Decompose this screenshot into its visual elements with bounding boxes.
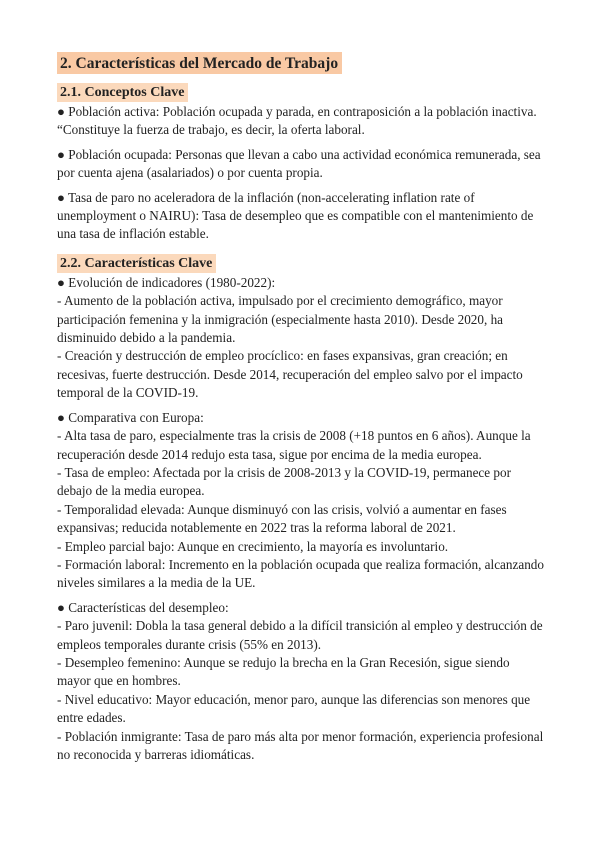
section-heading-conceptos: 2.1. Conceptos Clave [57,83,188,102]
group-europa [57,409,544,593]
list-item: - Temporalidad elevada: Aunque disminuyó con las crisis, volvió a aumentar en fases expansivas; reducida notablemente en 2022 tras la reforma laboral de 2021. [57,501,507,536]
list-item: - Paro juvenil: Dobla la tasa general debido a la difícil transición al empleo y destrucción de empleos temporales durante crisis (55% en 2013). [57,618,543,652]
group-evolucion [57,274,544,403]
section-caracteristicas [57,254,544,765]
paragraph-nairu: ● Tasa de paro no aceleradora de la inflación (non-accelerating inflation rate of unemployment o NAIRU): Tasa de desempleo que es compatible con el mantenimiento de una tasa de inflación estable. [57,189,534,242]
group-lead: ● Características del desempleo: [57,599,229,615]
section-heading-caracteristicas: 2.2. Características Clave [57,254,216,273]
main-heading: 2. Características del Mercado de Trabajo [57,52,342,74]
list-item: - Nivel educativo: Mayor educación, menor paro, aunque las diferencias son menores que entre edades. [57,691,531,726]
group-desempleo [57,599,544,765]
list-item: - Tasa de empleo: Afectada por la crisis de 2008-2013 y la COVID-19, permanece por debajo de la media europea. [57,464,512,499]
list-item: - Desempleo femenino: Aunque se redujo la brecha en la Gran Recesión, sigue siendo mayor que en hombres. [57,654,510,689]
section-conceptos [57,83,544,244]
paragraph-poblacion-ocupada: ● Población ocupada: Personas que llevan a cabo una actividad económica remunerada, sea por cuenta ajena (asalariados) o por cuenta propia. [57,146,541,181]
paragraph-poblacion-activa: ● Población activa: Población ocupada y parada, en contraposición a la población inactiva. “Constituye la fuerza de trabajo, es decir, la oferta laboral. [57,104,537,138]
list-item: - Formación laboral: Incremento en la población ocupada que realiza formación, alcanzando niveles similares a la media de la UE. [57,556,544,591]
list-item: - Aumento de la población activa, impulsado por el crecimiento demográfico, mayor participación femenina y la inmigración (especialmente hasta 2010). Desde 2020, ha disminuido debido a la pandemia. [57,293,504,346]
list-item: - Población inmigrante: Tasa de paro más alta por menor formación, experiencia profesional no reconocida y barreras idiomáticas. [57,728,544,762]
list-item: - Creación y destrucción de empleo procíclico: en fases expansivas, gran creación; en recesivas, fuerte destrucción. Desde 2014, recuperación del empleo salvo por el impacto temporal de la COVID-19. [57,348,523,401]
list-item: - Alta tasa de paro, especialmente tras la crisis de 2008 (+18 puntos en 6 años). Aunque la recuperación desde 2014 redujo esta tasa, sigue por encima de la media europea. [57,428,531,462]
list-item: - Empleo parcial bajo: Aunque en crecimiento, la mayoría es involuntario. [57,538,449,554]
group-lead: ● Comparativa con Europa: [57,409,204,425]
group-lead: ● Evolución de indicadores (1980-2022): [57,274,276,290]
